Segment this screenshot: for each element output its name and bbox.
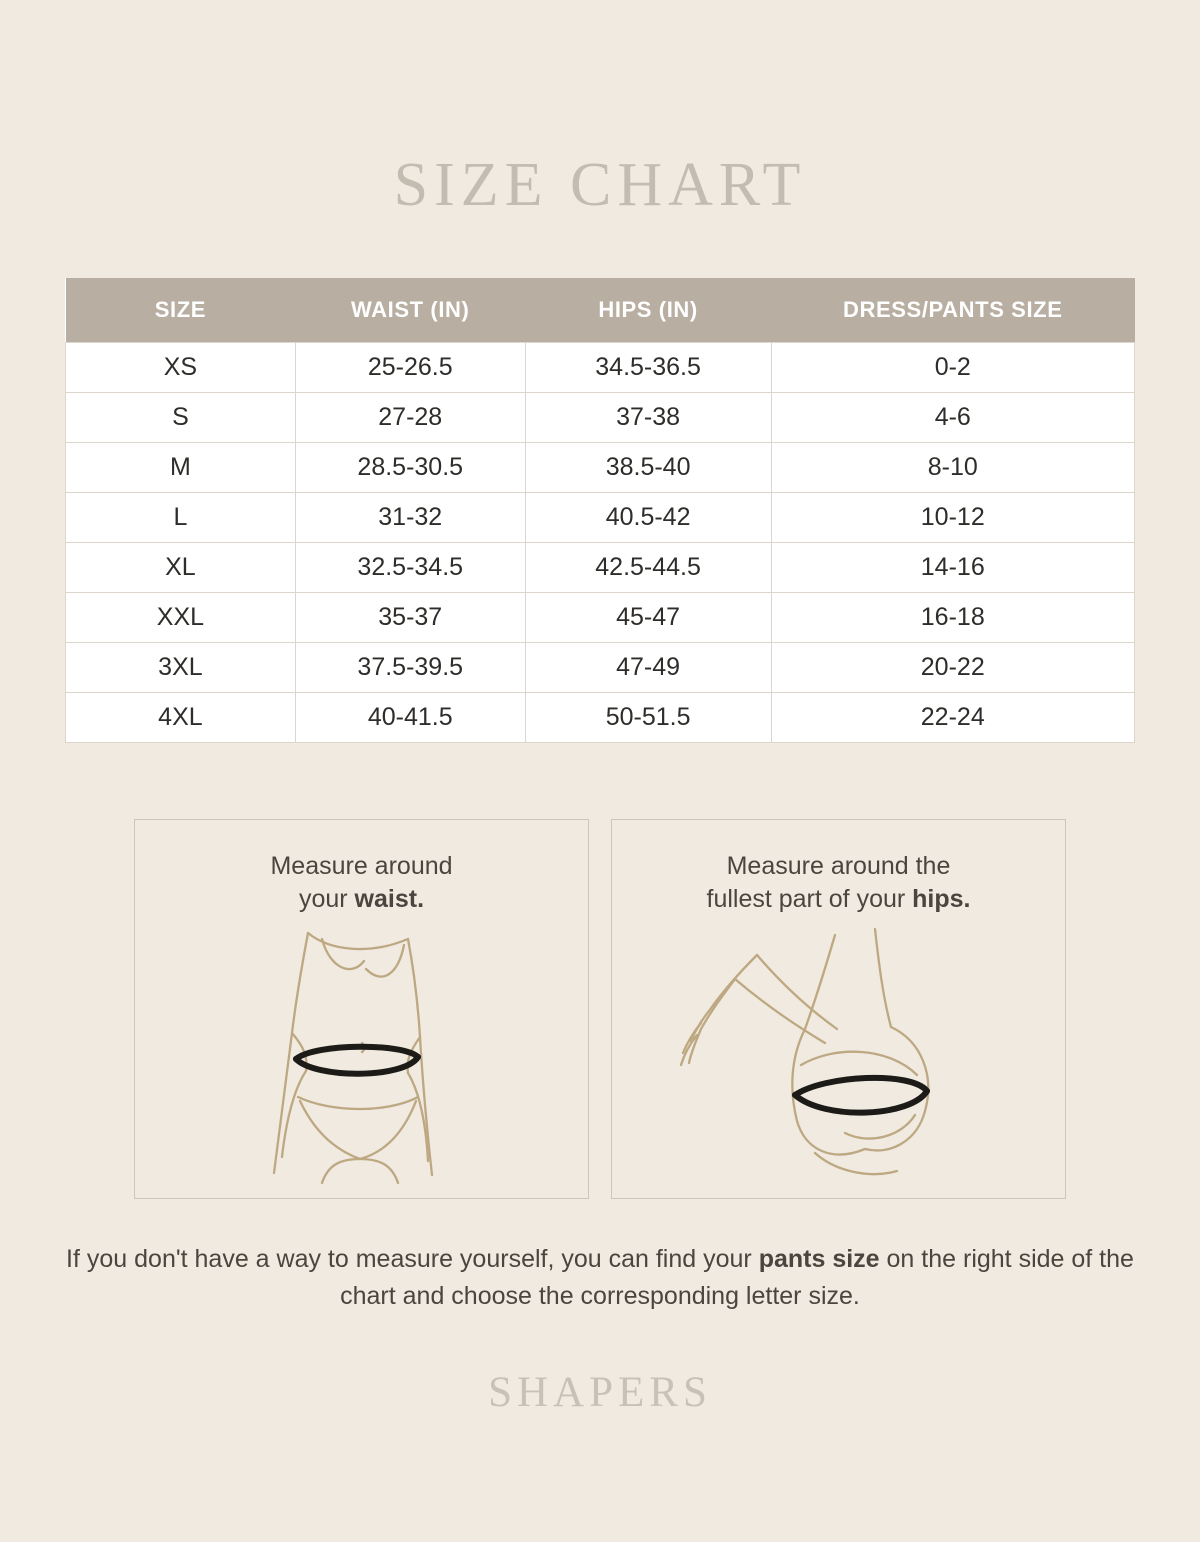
table-body (66, 342, 1135, 742)
waist-card-caption (135, 820, 588, 918)
waist-caption-line1: Measure around (270, 851, 453, 880)
cell-waist: 40-41.5 (295, 692, 525, 742)
table-row (66, 492, 1135, 542)
brand-wordmark: SHAPERS (488, 1368, 712, 1416)
cell-dress-pants: 4-6 (771, 392, 1134, 442)
cell-hips: 42.5-44.5 (525, 542, 771, 592)
column-header-size: SIZE (66, 278, 296, 343)
cell-hips: 50-51.5 (525, 692, 771, 742)
note-text-c: on (879, 1244, 915, 1273)
cell-dress-pants: 22-24 (771, 692, 1134, 742)
cell-dress-pants: 0-2 (771, 342, 1134, 392)
page-title: SIZE CHART (393, 150, 807, 219)
table-row (66, 342, 1135, 392)
table-row (66, 692, 1135, 742)
size-table-container (65, 278, 1135, 743)
waist-measure-illustration (135, 925, 588, 1190)
cell-waist: 28.5-30.5 (295, 442, 525, 492)
table-header-row (66, 278, 1135, 343)
size-table (65, 278, 1135, 743)
cell-size: 4XL (66, 692, 296, 742)
waist-measure-card (134, 819, 589, 1199)
hips-caption-line2: fullest part of your (706, 885, 913, 914)
cell-hips: 45-47 (525, 592, 771, 642)
hips-measure-card (611, 819, 1066, 1199)
cell-dress-pants: 8-10 (771, 442, 1134, 492)
table-head (66, 278, 1135, 343)
column-header-dress-pants: DRESS/PANTS SIZE (771, 278, 1134, 343)
cell-waist: 32.5-34.5 (295, 542, 525, 592)
waist-caption-line2: your (298, 885, 355, 914)
hips-measure-illustration (612, 925, 1065, 1190)
cell-hips: 34.5-36.5 (525, 342, 771, 392)
measure-note (65, 1241, 1135, 1316)
cell-size: 3XL (66, 642, 296, 692)
hips-caption-line1: Measure around the (726, 851, 951, 880)
cell-waist: 31-32 (295, 492, 525, 542)
hips-caption-bold: hips. (912, 885, 971, 914)
cell-waist: 27-28 (295, 392, 525, 442)
cell-hips: 40.5-42 (525, 492, 771, 542)
table-row (66, 442, 1135, 492)
column-header-waist: WAIST (IN) (295, 278, 525, 343)
table-row (66, 642, 1135, 692)
table-row (66, 592, 1135, 642)
measure-cards (0, 819, 1200, 1199)
cell-size: XS (66, 342, 296, 392)
waist-caption-bold: waist. (354, 885, 425, 914)
table-row (66, 542, 1135, 592)
cell-dress-pants: 14-16 (771, 542, 1134, 592)
cell-dress-pants: 10-12 (771, 492, 1134, 542)
cell-size: XXL (66, 592, 296, 642)
cell-waist: 25-26.5 (295, 342, 525, 392)
cell-size: XL (66, 542, 296, 592)
column-header-hips: HIPS (IN) (525, 278, 771, 343)
hips-card-caption (612, 820, 1065, 918)
cell-hips: 37-38 (525, 392, 771, 442)
note-text-a: If you don't have a way to measure yourself, you can find your (66, 1244, 759, 1273)
note-text-bold: pants size (758, 1244, 880, 1273)
cell-size: M (66, 442, 296, 492)
cell-waist: 35-37 (295, 592, 525, 642)
cell-waist: 37.5-39.5 (295, 642, 525, 692)
table-row (66, 392, 1135, 442)
note-text-line2: the right side of the chart and choose the corresponding letter size. (340, 1244, 1134, 1311)
cell-size: L (66, 492, 296, 542)
cell-hips: 38.5-40 (525, 442, 771, 492)
cell-hips: 47-49 (525, 642, 771, 692)
cell-dress-pants: 16-18 (771, 592, 1134, 642)
size-chart-page (0, 42, 1200, 1542)
cell-size: S (66, 392, 296, 442)
cell-dress-pants: 20-22 (771, 642, 1134, 692)
